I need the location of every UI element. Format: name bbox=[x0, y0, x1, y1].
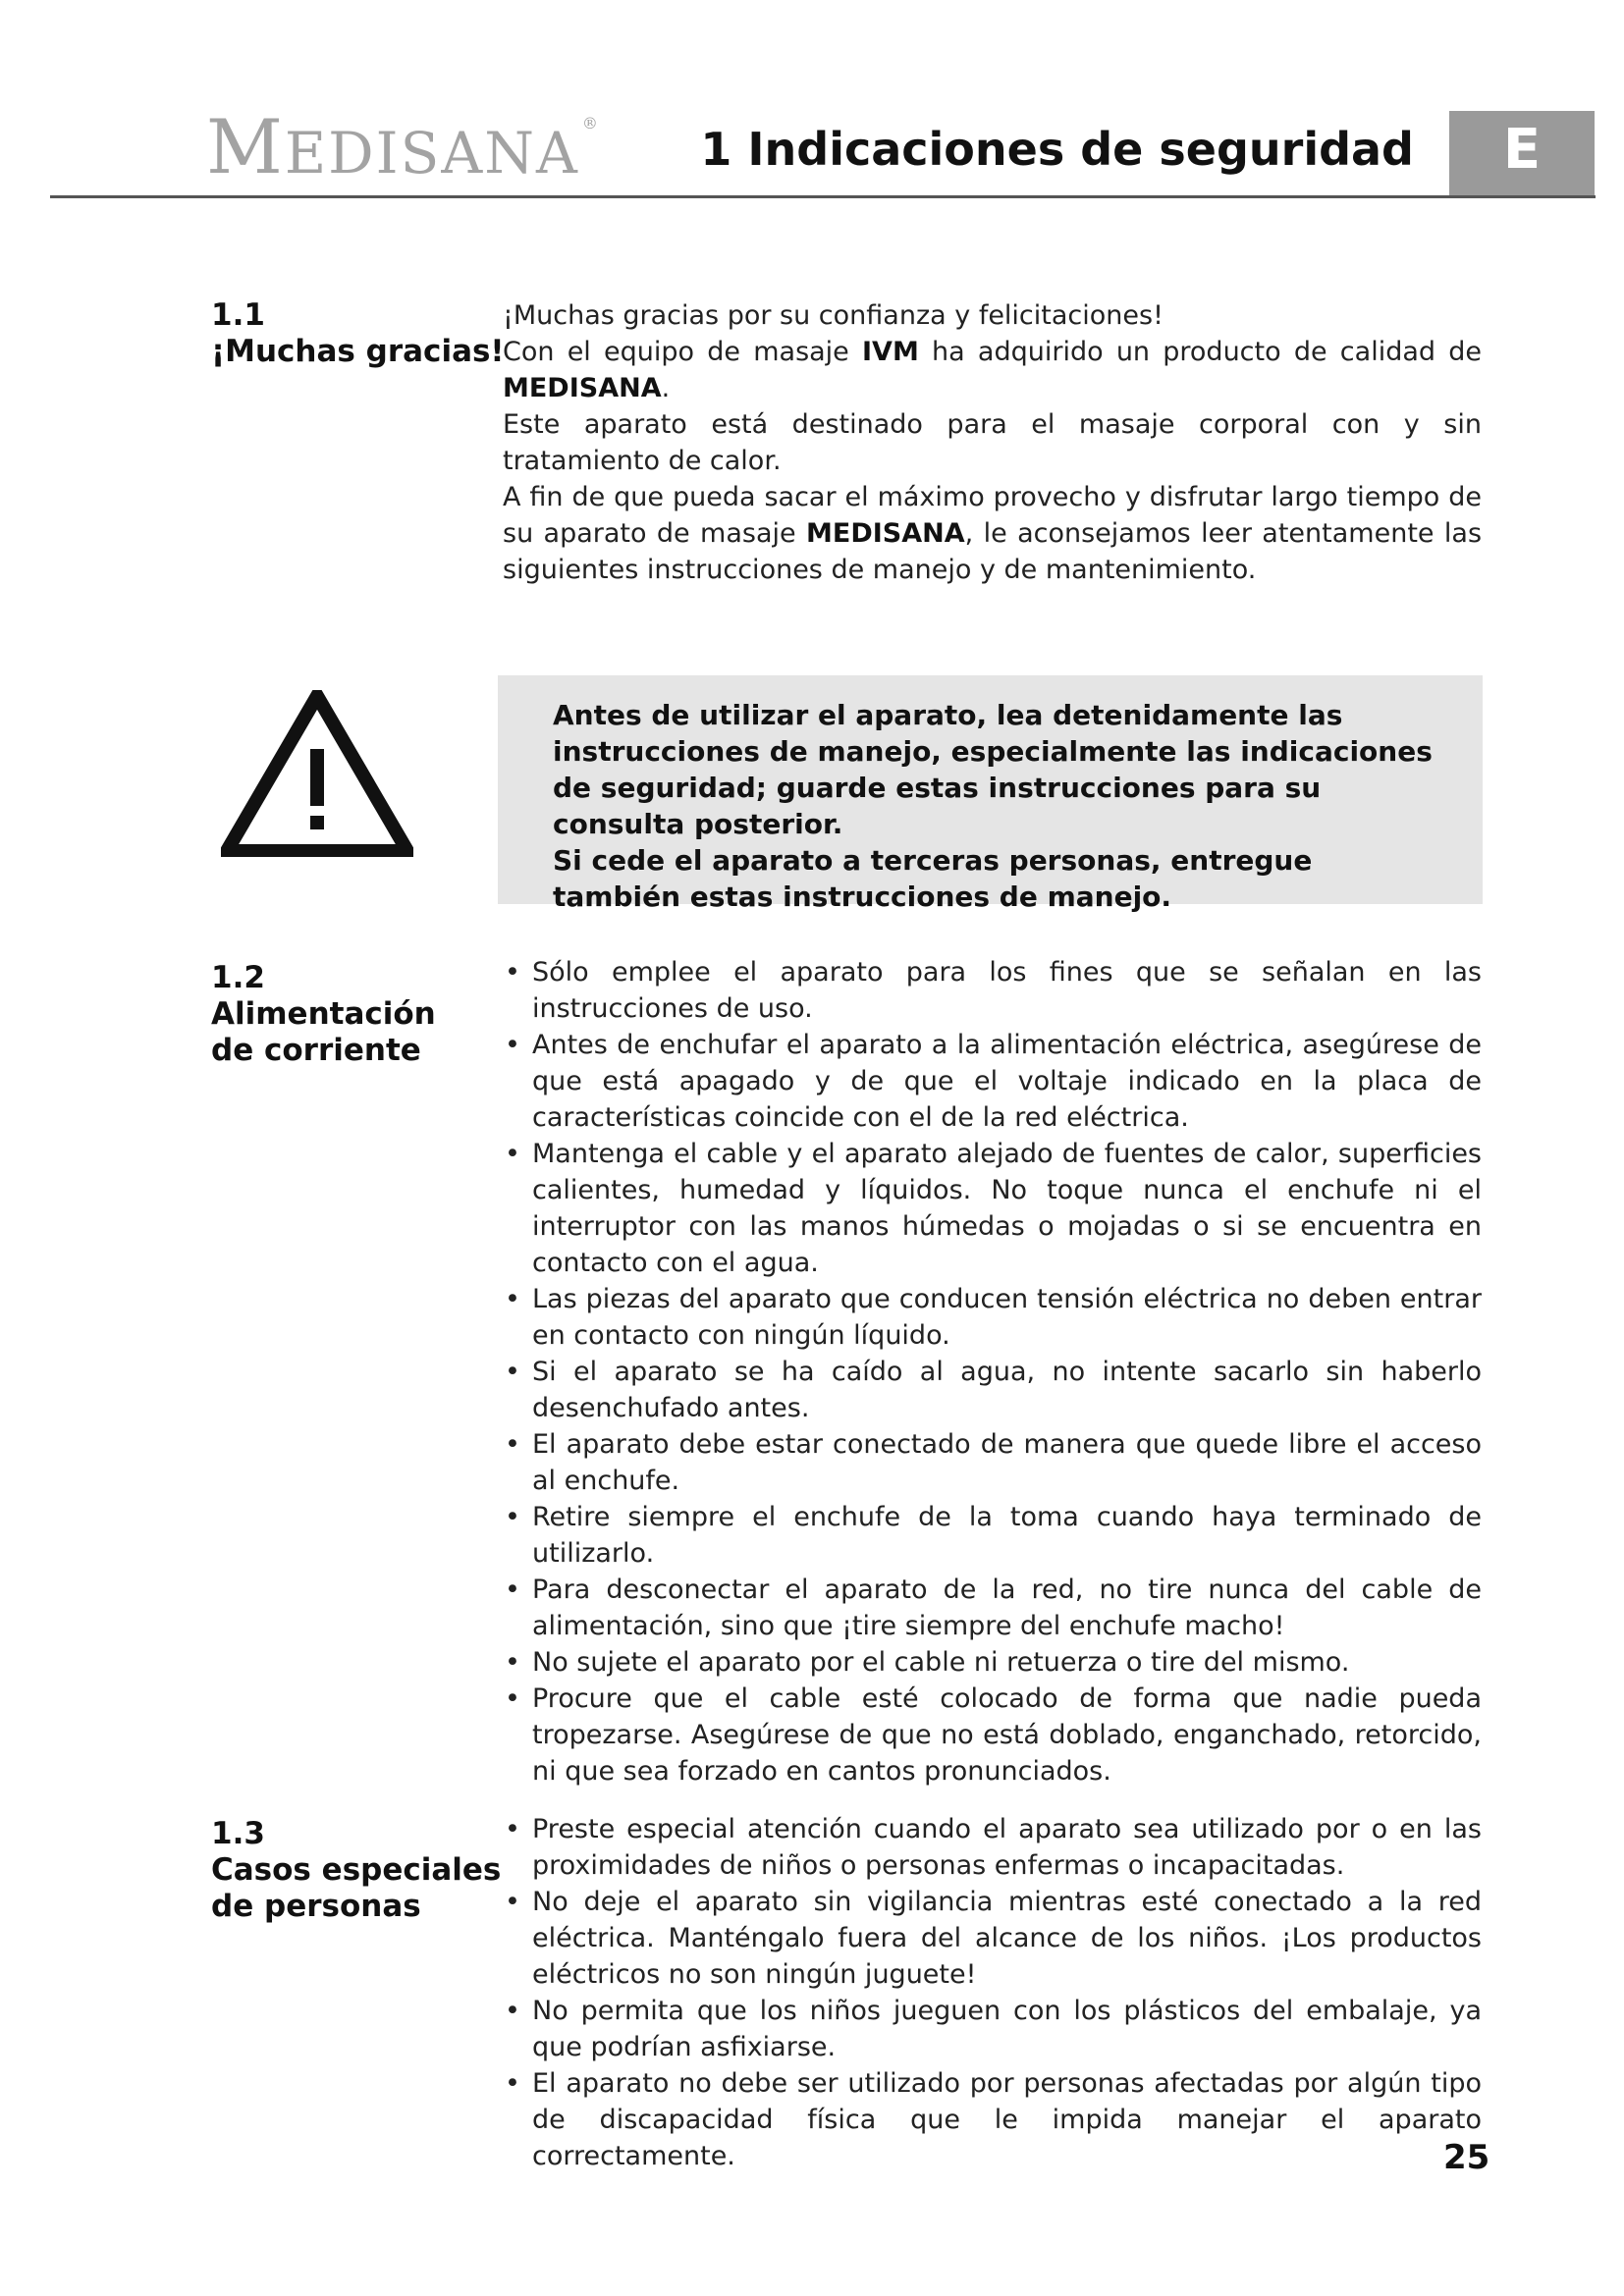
product-name: IVM bbox=[862, 337, 919, 367]
text-run: A fin de que pueda sacar el máximo provecho y disfrutar largo tiempo de su aparato de masaje bbox=[503, 482, 1482, 549]
text-run: . bbox=[661, 373, 671, 403]
registered-mark: ® bbox=[581, 114, 600, 133]
section-1-3-heading bbox=[211, 1816, 501, 1925]
paragraph: ¡Muchas gracias por su confianza y felicitaciones! bbox=[503, 300, 1164, 331]
section-1-2-body bbox=[503, 954, 1482, 1789]
list-item: • Las piezas del aparato que conducen tensión eléctrica no deben entrar en contacto con ningún líquido. bbox=[503, 1281, 1482, 1354]
text-run: Con el equipo de masaje bbox=[503, 337, 863, 367]
list-item: • Mantenga el cable y el aparato alejado de fuentes de calor, superficies calientes, humedad y líquidos. No toque nunca el enchufe ni el interruptor con las manos húmedas o mojadas o si se encuentra en contacto con el agua. bbox=[503, 1136, 1482, 1281]
bullet-list bbox=[503, 1811, 1482, 2174]
list-item: • Si el aparato se ha caído al agua, no intente sacarlo sin haberlo desenchufado antes. bbox=[503, 1354, 1482, 1426]
section-title-line: de corriente bbox=[211, 1033, 421, 1068]
paragraph bbox=[503, 479, 1482, 588]
bullet-list bbox=[503, 954, 1482, 1789]
list-item: • Sólo emplee el aparato para los fines que se señalan en las instrucciones de uso. bbox=[503, 954, 1482, 1027]
section-title-line: Casos especiales bbox=[211, 1852, 502, 1888]
list-item: • Retire siempre el enchufe de la toma cuando haya terminado de utilizarlo. bbox=[503, 1499, 1482, 1572]
header-divider bbox=[50, 195, 1596, 198]
paragraph: Este aparato está destinado para el masaje corporal con y sin tratamiento de calor. bbox=[503, 409, 1482, 476]
notice-line: Si cede el aparato a terceras personas, entregue también estas instrucciones de manejo. bbox=[553, 844, 1313, 913]
paragraph bbox=[503, 334, 1482, 406]
section-title-line: ¡Muchas gracias! bbox=[211, 334, 505, 369]
section-1-1-body bbox=[503, 297, 1482, 588]
notice-line: Antes de utilizar el aparato, lea detenidamente las instrucciones de manejo, especialmente las indicaciones de seguridad; guarde estas instrucciones para su consulta posterior. bbox=[553, 699, 1433, 840]
list-item: • Procure que el cable esté colocado de forma que nadie pueda tropezarse. Asegúrese de que no está doblado, enganchado, retorcido, ni que sea forzado en cantos pronunciados. bbox=[503, 1681, 1482, 1789]
section-title-line: de personas bbox=[211, 1889, 421, 1924]
brand-name: MEDISANA bbox=[503, 373, 662, 403]
brand-name: MEDISANA bbox=[806, 518, 965, 549]
list-item: • Antes de enchufar el aparato a la alimentación eléctrica, asegúrese de que está apagado y de que el voltaje indicado en la placa de características coincide con el de la red eléctrica. bbox=[503, 1027, 1482, 1136]
section-number: 1.2 bbox=[211, 960, 265, 995]
section-1-3-body bbox=[503, 1811, 1482, 2174]
chapter-title: 1 Indicaciones de seguridad bbox=[700, 123, 1414, 176]
text-run: , le aconsejamos leer atentamente las siguientes instrucciones de manejo y de mantenimiento. bbox=[503, 518, 1483, 585]
list-item: • Para desconectar el aparato de la red, no tire nunca del cable de alimentación, sino que ¡tire siempre del enchufe macho! bbox=[503, 1572, 1482, 1644]
language-tab: E bbox=[1449, 111, 1595, 196]
logo-text: EDISANA bbox=[284, 120, 579, 187]
list-item: • Preste especial atención cuando el aparato sea utilizado por o en las proximidades de niños o personas enfermas o incapacitadas. bbox=[503, 1811, 1482, 1884]
page-number: 25 bbox=[1443, 2138, 1490, 2177]
list-item: • No sujete el aparato por el cable ni retuerza o tire del mismo. bbox=[503, 1644, 1482, 1681]
section-number: 1.3 bbox=[211, 1816, 265, 1851]
section-number: 1.1 bbox=[211, 297, 265, 333]
safety-notice-box bbox=[498, 675, 1483, 913]
list-item: • El aparato no debe ser utilizado por personas afectadas por algún tipo de discapacidad física que le impida manejar el aparato correctamente. bbox=[503, 2065, 1482, 2174]
list-item: • El aparato debe estar conectado de manera que quede libre el acceso al enchufe. bbox=[503, 1426, 1482, 1499]
section-1-2-heading bbox=[211, 960, 436, 1069]
list-item: • No deje el aparato sin vigilancia mientras esté conectado a la red eléctrica. Manténgalo fuera del alcance de los niños. ¡Los productos eléctricos no son ningún juguete! bbox=[503, 1884, 1482, 1993]
warning-triangle-icon bbox=[221, 690, 413, 857]
page-header bbox=[0, 0, 1624, 206]
brand-logo bbox=[206, 103, 600, 190]
text-run: ha adquirido un producto de calidad de bbox=[918, 337, 1482, 367]
list-item: • No permita que los niños jueguen con los plásticos del embalaje, ya que podrían asfixiarse. bbox=[503, 1993, 1482, 2065]
section-title-line: Alimentación bbox=[211, 996, 436, 1032]
logo-initial: M bbox=[206, 103, 285, 190]
section-1-1-heading bbox=[211, 297, 505, 370]
